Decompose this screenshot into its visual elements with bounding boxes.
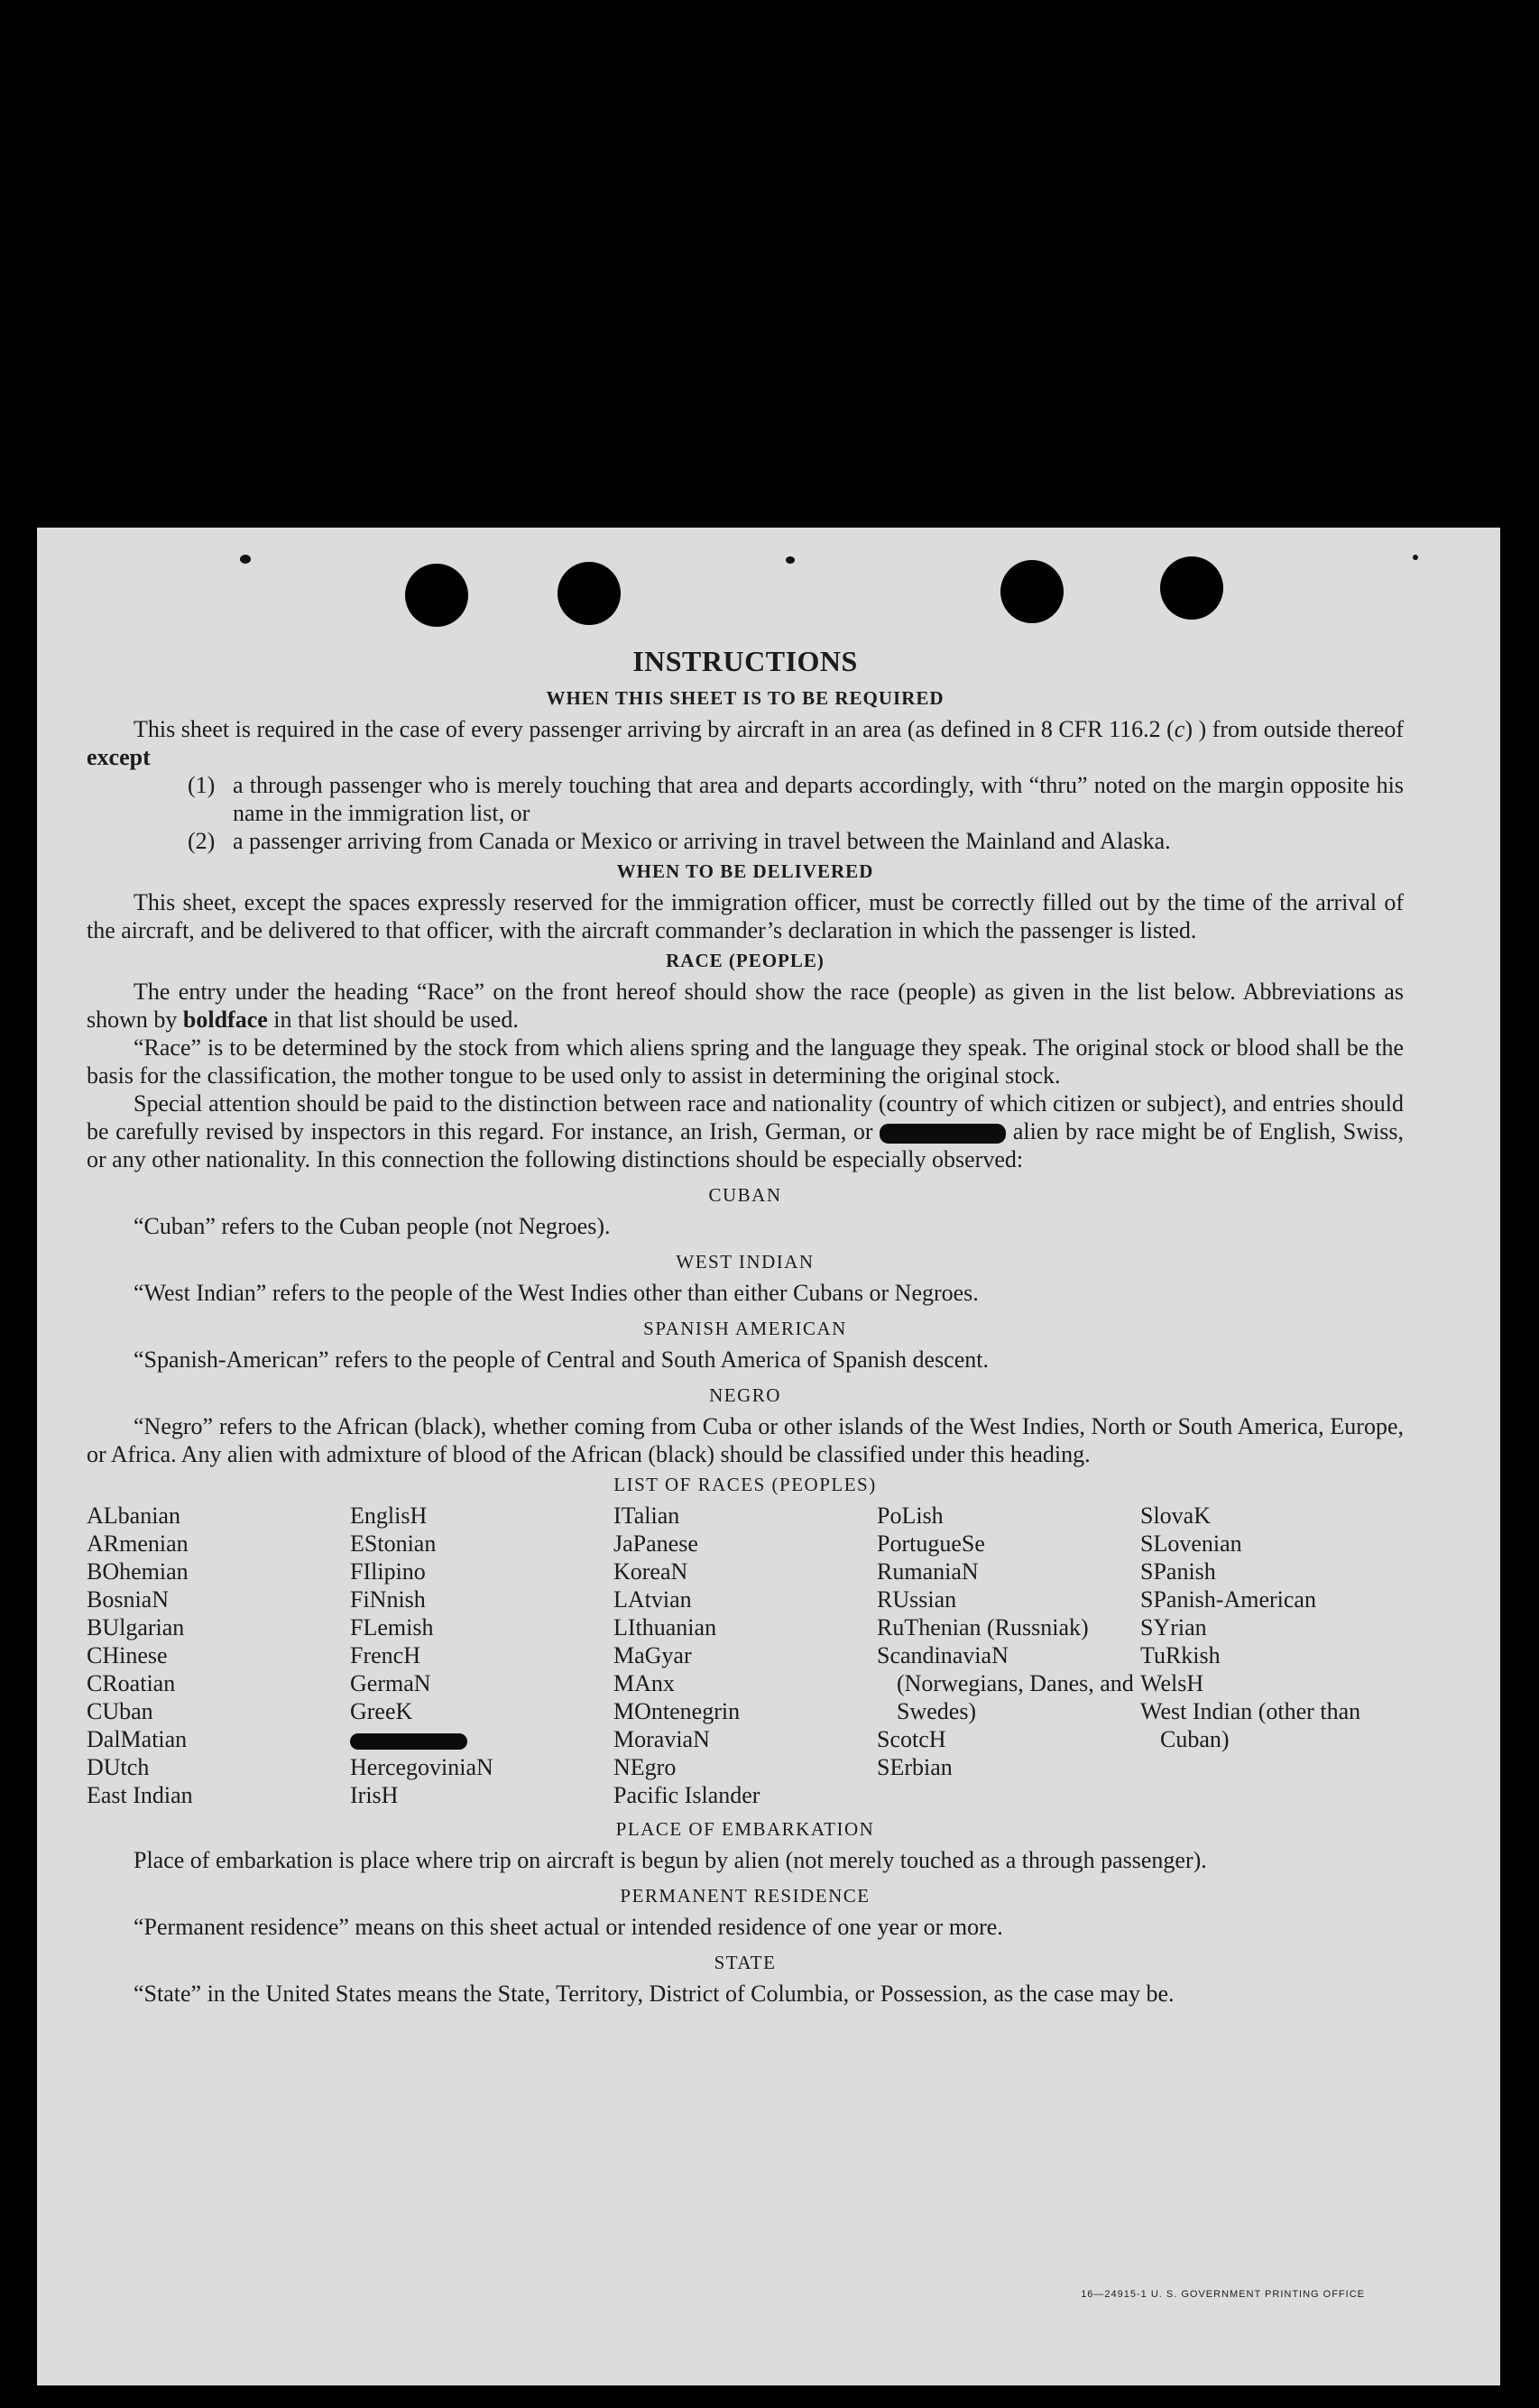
section-heading-when-required: WHEN THIS SHEET IS TO BE REQUIRED: [546, 687, 945, 709]
race-entry: PortugueSe: [877, 1530, 985, 1557]
race-entry: RuThenian (Russniak): [877, 1614, 1089, 1641]
speck-mark: [1413, 555, 1418, 560]
race-entry: FLemish: [350, 1614, 434, 1641]
race-entry: SPanish-American: [1140, 1586, 1316, 1613]
race-entry: LAtvian: [613, 1586, 692, 1613]
race-entry: CHinese: [87, 1642, 168, 1668]
race-entry: WelsH: [1140, 1670, 1204, 1696]
negro-text: “Negro” refers to the African (black), whether coming from Cuba or other islands of the West Indies, North or South America, Europe, or Africa. Any alien with admixture of blood of the African (black) should be classified under this heading.: [87, 1413, 1404, 1467]
race-entry: HercegoviniaN: [350, 1754, 493, 1780]
race-entry: MaGyar: [613, 1642, 692, 1668]
section-heading-west-indian: WEST INDIAN: [676, 1251, 815, 1273]
race-entry: CRoatian: [87, 1670, 176, 1696]
race-paragraph: “Race” is to be determined by the stock from which aliens spring and the language they speak. The original stock or blood shall be the basis for the classification, the mother tongue to be used only to assist in determining the original stock.: [87, 1034, 1404, 1089]
race-entry: SlovaK: [1140, 1503, 1211, 1529]
race-entry: EnglisH: [350, 1503, 428, 1529]
race-entry: JaPanese: [613, 1530, 698, 1557]
exception-item: (1) a through passenger who is merely touching that area and departs accordingly, with “thru” noted on the margin opposite his name in the immigration list, or: [188, 772, 1404, 826]
embarkation-text: Place of embarkation is place where trip on aircraft is begun by alien (not merely touched as a through passenger).: [134, 1847, 1207, 1873]
race-entry: LIthuanian: [613, 1614, 717, 1641]
when-required-intro: This sheet is required in the case of every passenger arriving by aircraft in an area (as defined in 8 CFR 116.2 (c) ) from outside thereof except: [87, 716, 1404, 770]
race-paragraph: Special attention should be paid to the distinction between race and nationality (country of which citizen or subject), and entries should be carefully revised by inspectors in this regard. For instance, an Irish, German, or alien by race might be of English, Swiss, or any other nationality. In this connection the following distinctions should be especially observed:: [87, 1090, 1404, 1172]
section-heading-cuban: CUBAN: [708, 1184, 782, 1206]
redaction-mark: [880, 1124, 1006, 1144]
punch-hole: [1160, 556, 1223, 620]
speck-mark: [786, 556, 795, 564]
race-entry: NEgro: [613, 1754, 677, 1780]
race-entry: West Indian (other than Cuban): [1140, 1698, 1361, 1752]
race-entry-redacted: [350, 1725, 613, 1753]
race-entry: SLovenian: [1140, 1530, 1242, 1557]
section-heading-list-of-races: LIST OF RACES (PEOPLES): [613, 1474, 877, 1495]
race-entry: CUban: [87, 1698, 153, 1724]
race-column: [613, 1502, 877, 1809]
punch-hole: [558, 562, 621, 625]
section-heading-negro: NEGRO: [709, 1384, 781, 1406]
section-heading-when-delivered: WHEN TO BE DELIVERED: [616, 860, 874, 882]
race-entry: MoraviaN: [613, 1726, 710, 1752]
race-column: [350, 1502, 613, 1809]
instructions-content: [87, 645, 1404, 2008]
race-entry: SErbian: [877, 1754, 953, 1780]
race-entry: TuRkish: [1140, 1642, 1221, 1668]
race-entry: PoLish: [877, 1503, 944, 1529]
race-entry: MOntenegrin: [613, 1698, 741, 1724]
race-entry: ScandinaviaN (Norwegians, Danes, and Swedes): [877, 1642, 1134, 1724]
race-entry: ARmenian: [87, 1530, 189, 1557]
race-entry: ALbanian: [87, 1503, 180, 1529]
race-entry: SPanish: [1140, 1558, 1216, 1585]
race-paragraph: The entry under the heading “Race” on the front hereof should show the race (people) as given in the list below. Abbreviations as shown by boldface in that list should be used.: [87, 979, 1404, 1033]
section-heading-embarkation: PLACE OF EMBARKATION: [615, 1818, 875, 1840]
printer-footer: 16—24915-1 U. S. GOVERNMENT PRINTING OFFICE: [1081, 2289, 1365, 2300]
spanish-american-text: “Spanish-American” refers to the people of Central and South America of Spanish descent.: [134, 1346, 989, 1373]
section-heading-race: RACE (PEOPLE): [666, 950, 825, 971]
race-entry: Pacific Islander: [613, 1782, 760, 1808]
race-entry: DalMatian: [87, 1726, 188, 1752]
race-entry: FIlipino: [350, 1558, 426, 1585]
race-entry: ITalian: [613, 1503, 680, 1529]
race-entry: ScotcH: [877, 1726, 946, 1752]
race-entry: IrisH: [350, 1782, 399, 1808]
race-column: [1140, 1502, 1404, 1809]
page-title: INSTRUCTIONS: [632, 645, 858, 677]
race-entry: BosniaN: [87, 1586, 169, 1613]
residence-text: “Permanent residence” means on this sheet actual or intended residence of one year or more.: [134, 1914, 1003, 1940]
state-text: “State” in the United States means the State, Territory, District of Columbia, or Possession, as the case may be.: [134, 1981, 1175, 2007]
race-column: [87, 1502, 350, 1809]
race-column: [877, 1502, 1140, 1809]
punch-hole: [1000, 560, 1064, 623]
race-entry: BUlgarian: [87, 1614, 185, 1641]
exception-item: (2) a passenger arriving from Canada or Mexico or arriving in travel between the Mainland and Alaska.: [188, 828, 1171, 854]
race-entry: FrencH: [350, 1642, 420, 1668]
race-entry: RUssian: [877, 1586, 957, 1613]
race-entry: MAnx: [613, 1670, 675, 1696]
redaction-mark: [350, 1733, 467, 1750]
race-entry: East Indian: [87, 1782, 193, 1808]
race-entry: FiNnish: [350, 1586, 426, 1613]
race-entry: GermaN: [350, 1670, 431, 1696]
section-heading-spanish-american: SPANISH AMERICAN: [643, 1318, 847, 1339]
race-entry: RumaniaN: [877, 1558, 979, 1585]
race-list: [87, 1502, 1404, 1809]
speck-mark: [240, 555, 251, 564]
document-page: [37, 528, 1500, 2385]
race-entry: GreeK: [350, 1698, 413, 1724]
race-entry: SYrian: [1140, 1614, 1207, 1641]
section-heading-state: STATE: [714, 1952, 777, 1973]
punch-hole: [405, 564, 468, 627]
race-entry: KoreaN: [613, 1558, 688, 1585]
section-heading-residence: PERMANENT RESIDENCE: [620, 1885, 871, 1907]
cuban-text: “Cuban” refers to the Cuban people (not Negroes).: [134, 1213, 611, 1239]
race-entry: DUtch: [87, 1754, 150, 1780]
race-entry: BOhemian: [87, 1558, 189, 1585]
when-delivered-text: This sheet, except the spaces expressly reserved for the immigration officer, must be correctly filled out by the time of the arrival of the aircraft, and be delivered to that officer, with the aircraft commander’s declaration in which the passenger is listed.: [87, 889, 1404, 943]
race-entry: EStonian: [350, 1530, 437, 1557]
west-indian-text: “West Indian” refers to the people of the West Indies other than either Cubans or Negroes.: [134, 1280, 979, 1306]
